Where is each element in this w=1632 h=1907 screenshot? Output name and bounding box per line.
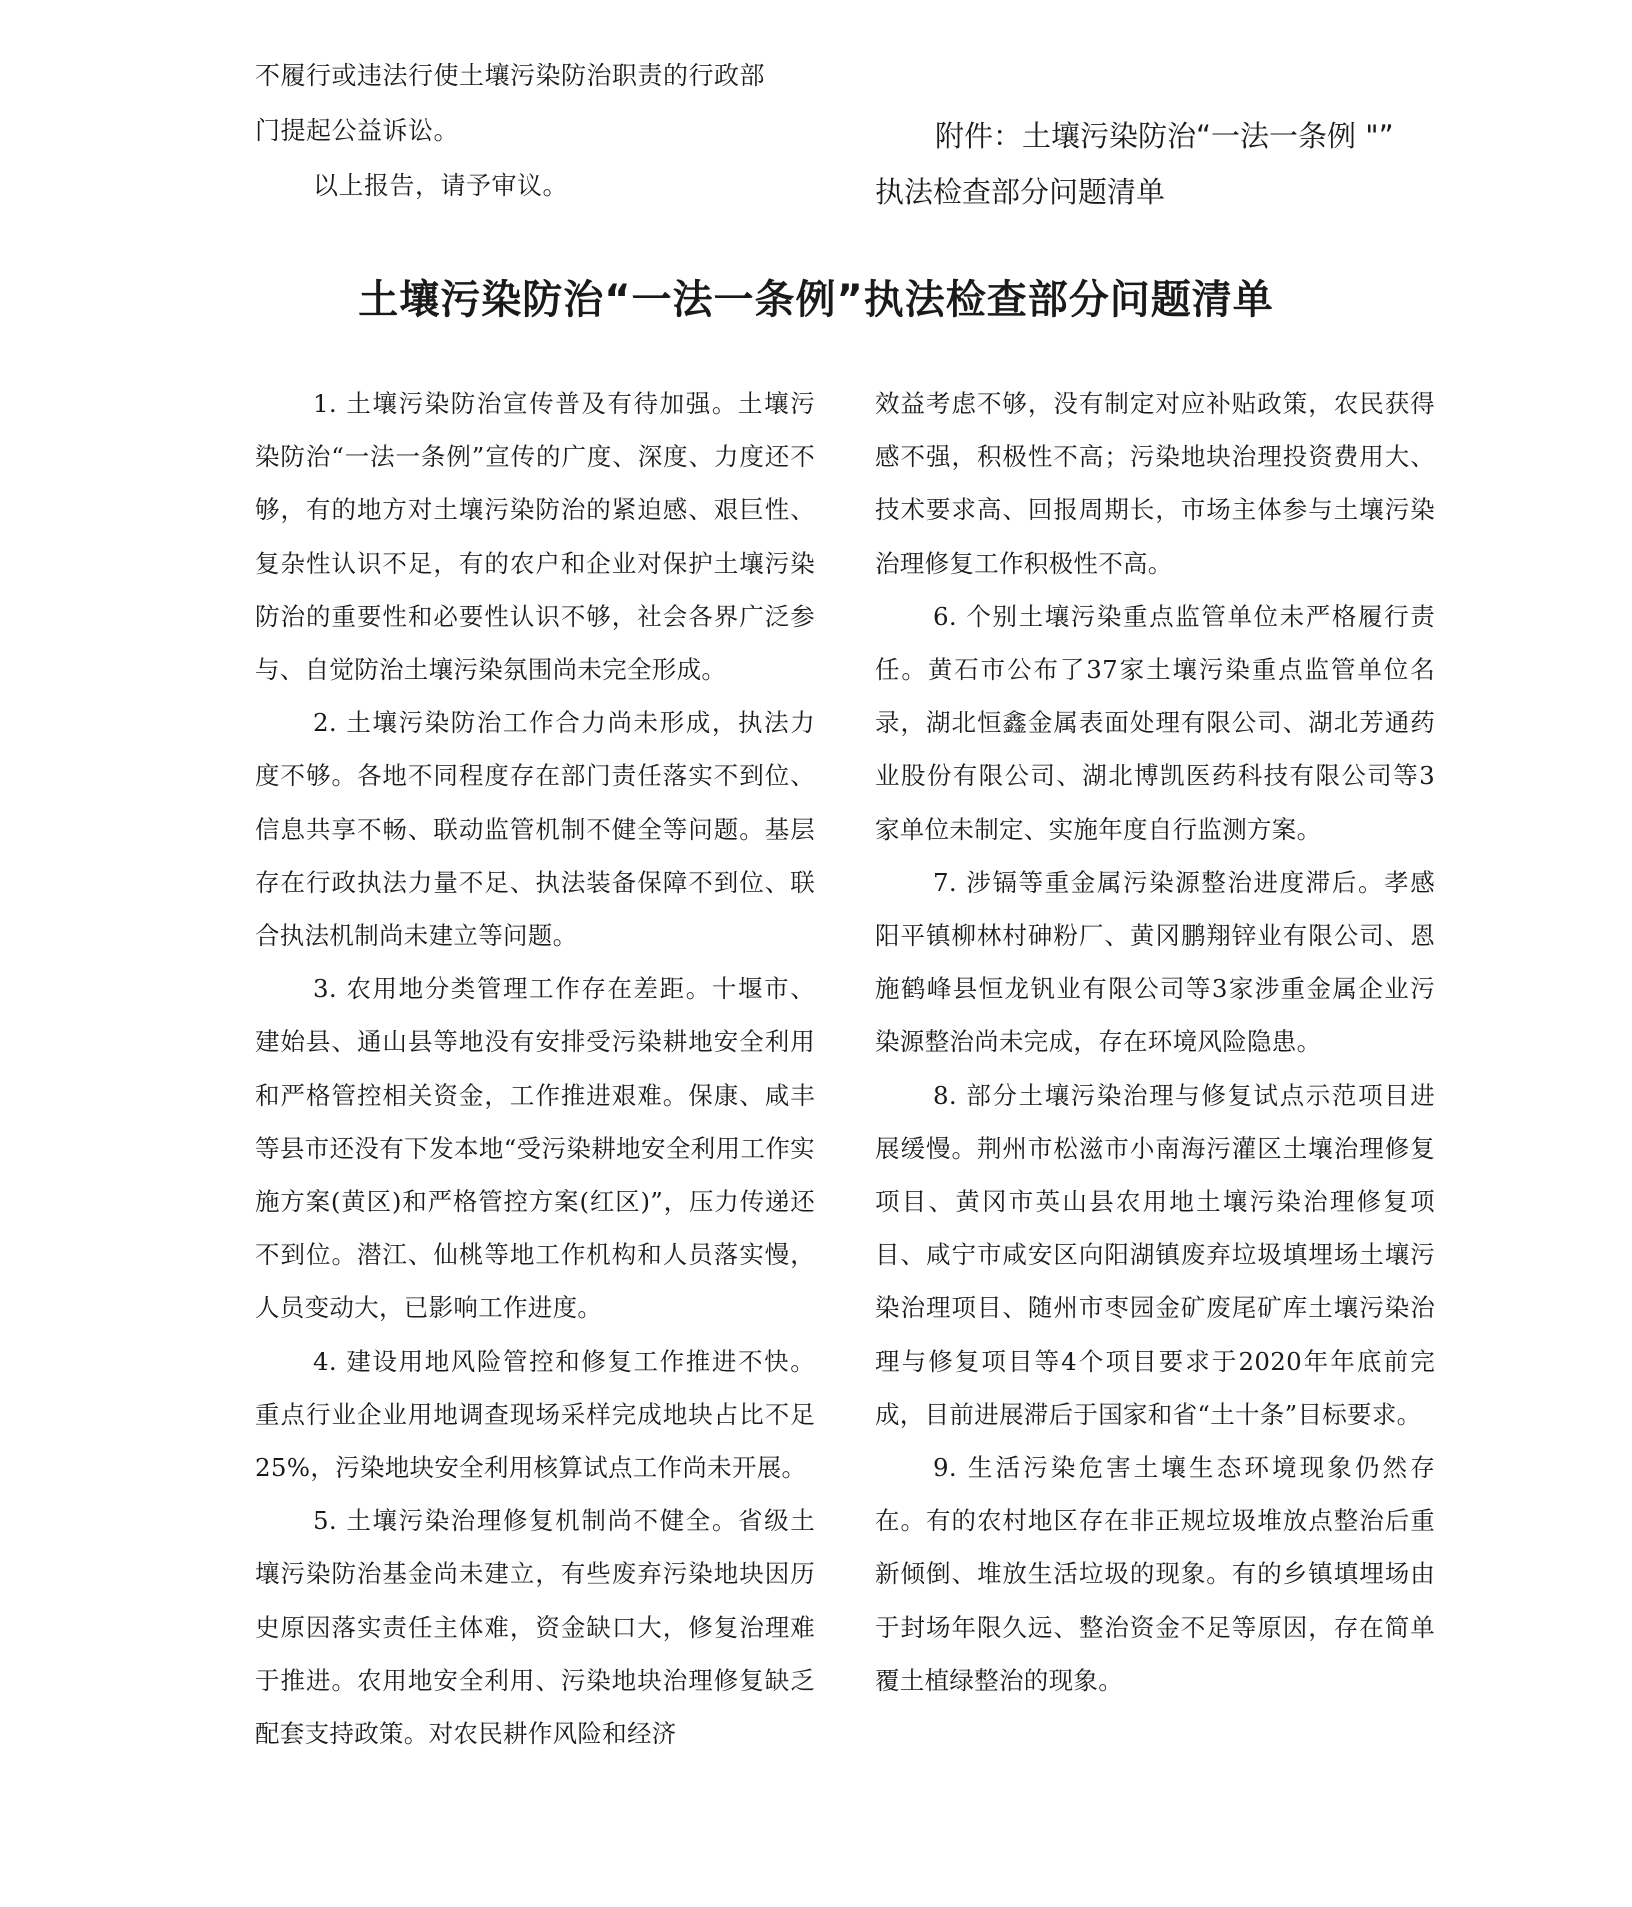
issue-item-3: 3. 农用地分类管理工作存在差距。十堰市、建始县、通山县等地没有安排受污染耕地安全利用和严格管控相关资金，工作推进艰难。保康、咸丰等县市还没有下发本地“受污染耕地安全利用工作实施方案(黄区)和严格管控方案(红区)”，压力传递还不到位。潜江、仙桃等地工作机构和人员落实慢，人员变动大，已影响工作进度。 (255, 974, 815, 1323)
attachment-line-1: 附件：土壤污染防治“一法一条例 "” (935, 119, 1394, 153)
issue-item-5: 5. 土壤污染治理修复机制尚不健全。省级土壤污染防治基金尚未建立，有些废弃污染地块因历史原因落实责任主体难，资金缺口大，修复治理难于推进。农用地安全利用、污染地块治理修复缺乏配套支持政策。对农民耕作风险和经济 (255, 1506, 815, 1749)
left-column (255, 377, 815, 1760)
right-column (875, 377, 1435, 1707)
issue-item-5-continued: 效益考虑不够，没有制定对应补贴政策，农民获得感不强，积极性不高；污染地块治理投资费用大、技术要求高、回报周期长，市场主体参与土壤污染治理修复工作积极性不高。 (875, 389, 1435, 578)
previous-section-ending (255, 48, 825, 213)
text-line: 不履行或违法行使土壤污染防治职责的行政部 (255, 61, 766, 90)
text-line: 门提起公益诉讼。 (255, 116, 460, 145)
issue-item-9: 9. 生活污染危害土壤生态环境现象仍然存在。有的农村地区存在非正规垃圾堆放点整治后重新倾倒、堆放生活垃圾的现象。有的乡镇填埋场由于封场年限久远、整治资金不足等原因，存在简单覆土植绿整治的现象。 (875, 1453, 1435, 1695)
attachment-line-2: 执法检查部分问题清单 (875, 175, 1166, 209)
issue-item-2: 2. 土壤污染防治工作合力尚未形成，执法力度不够。各地不同程度存在部门责任落实不到位、信息共享不畅、联动监管机制不健全等问题。基层存在行政执法力量不足、执法装备保障不到位、联合执法机制尚未建立等问题。 (255, 708, 815, 951)
issue-item-4: 4. 建设用地风险管控和修复工作推进不快。重点行业企业用地调查现场采样完成地块占比不足25%，污染地块安全利用核算试点工作尚未开展。 (255, 1346, 815, 1483)
issue-item-1: 1. 土壤污染防治宣传普及有待加强。土壤污染防治“一法一条例”宣传的广度、深度、力度还不够，有的地方对土壤污染防治的紧迫感、艰巨性、复杂性认识不足，有的农户和企业对保护土壤污染防治的重要性和必要性认识不够，社会各界广泛参与、自觉防治土壤污染氛围尚未完全形成。 (255, 389, 815, 685)
issue-item-8: 8. 部分土壤污染治理与修复试点示范项目进展缓慢。荆州市松滋市小南海污灌区土壤治理修复项目、黄冈市英山县农用地土壤污染治理修复项目、咸宁市咸安区向阳湖镇废弃垃圾填埋场土壤污染治理项目、随州市枣园金矿废尾矿库土壤污染治理与修复项目等4个项目要求于2020年年底前完成，目前进展滞后于国家和省“土十条”目标要求。 (875, 1080, 1435, 1429)
attachment-note (875, 108, 1475, 220)
issue-item-6: 6. 个别土壤污染重点监管单位未严格履行责任。黄石市公布了37家土壤污染重点监管单位名录，湖北恒鑫金属表面处理有限公司、湖北芳通药业股份有限公司、湖北博凯医药科技有限公司等3家单位未制定、实施年度自行监测方案。 (875, 601, 1435, 844)
closing-line: 以上报告，请予审议。 (313, 171, 569, 200)
document-title: 土壤污染防治“一法一条例”执法检查部分问题清单 (358, 277, 1274, 323)
issue-item-7: 7. 涉镉等重金属污染源整治进度滞后。孝感阳平镇柳林村砷粉厂、黄冈鹏翔锌业有限公司、恩施鹤峰县恒龙钒业有限公司等3家涉重金属企业污染源整治尚未完成，存在环境风险隐患。 (875, 867, 1435, 1057)
